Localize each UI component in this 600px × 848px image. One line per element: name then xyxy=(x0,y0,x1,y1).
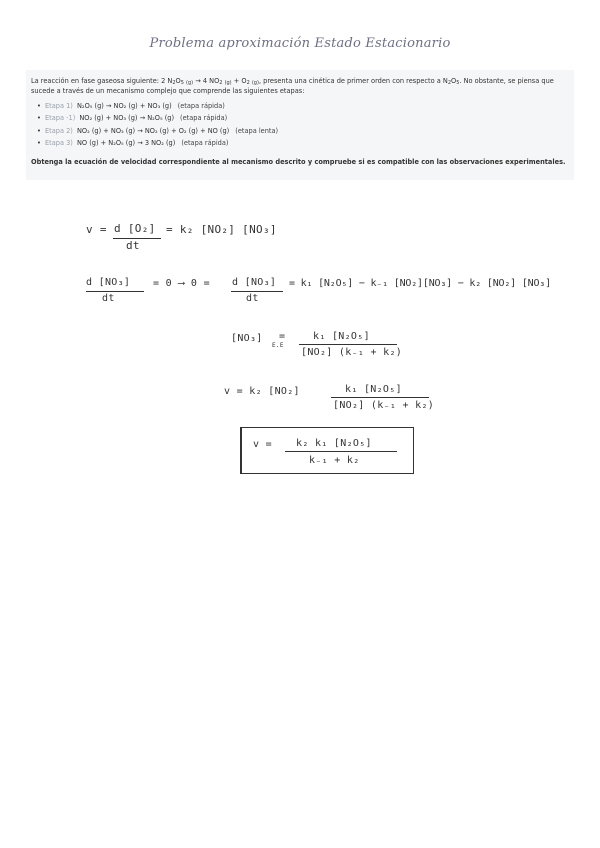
mechanism-step: • Etapa 2) NO₂ (g) + NO₃ (g) → NO₂ (g) + O₂ (g) + NO (g) (etapa lenta) xyxy=(45,125,568,137)
fraction-bar xyxy=(86,291,144,292)
eq5-denominator: k₋₁ + k₂ xyxy=(309,455,360,466)
problem-intro: La reacción en fase gaseosa siguiente: 2 $N_2O_5$ $_{(g)}$ → 4 $NO_2$ $_{(g)} + O_2$ $_{(g)}$, presenta una cinética de primer orden con respecto a $N_2O_5$. No obstante, se piensa que sucede a través de un mecanismo complejo que comprende las siguientes etapas: xyxy=(31,77,554,95)
eq2-middle: = 0 ⟶ 0 = xyxy=(153,278,210,289)
eq1-numerator: d [O₂] xyxy=(114,222,156,235)
eq1-lhs: v = xyxy=(86,223,107,236)
fraction-bar xyxy=(299,344,397,345)
fraction-bar xyxy=(331,397,429,398)
eq4-numerator: k₁ [N₂O₅] xyxy=(345,384,402,395)
mechanism-steps xyxy=(31,100,568,150)
mechanism-step: • Etapa -1) NO₂ (g) + NO₃ (g) → N₂O₅ (g) (etapa rápida) xyxy=(45,112,568,124)
eq5-lhs: v = xyxy=(253,439,272,450)
eq4-lhs: v = k₂ [NO₂] xyxy=(224,386,300,397)
fraction-bar xyxy=(231,291,283,292)
eq2-denominator-2: dt xyxy=(246,293,259,304)
problem-statement xyxy=(26,70,574,180)
eq3-lhs: [NO₃] xyxy=(231,333,263,344)
eq2-rhs: = k₁ [N₂O₅] − k₋₁ [NO₂][NO₃] − k₂ [NO₂] [NO₃] xyxy=(289,278,551,289)
eq1-rhs: = k₂ [NO₂] [NO₃] xyxy=(166,223,277,236)
fraction-bar xyxy=(285,451,397,452)
page-title: Problema aproximación Estado Estacionario xyxy=(149,36,451,51)
eq5-numerator: k₂ k₁ [N₂O₅] xyxy=(296,438,372,449)
eq3-subscript: E.E xyxy=(272,342,284,349)
eq3-equals: = xyxy=(279,331,286,342)
mechanism-step: • Etapa 3) NO (g) + N₂O₅ (g) → 3 NO₂ (g) (etapa rápida) xyxy=(45,137,568,149)
problem-task: Obtenga la ecuación de velocidad correspondiente al mecanismo descrito y compruebe si es compatible con las observaciones experimentales. xyxy=(31,157,566,166)
eq2-numerator-2: d [NO₃] xyxy=(232,277,277,288)
eq1-denominator: dt xyxy=(126,239,140,252)
eq4-denominator: [NO₂] (k₋₁ + k₂) xyxy=(333,400,435,411)
eq3-numerator: k₁ [N₂O₅] xyxy=(313,331,370,342)
eq2-denominator-1: dt xyxy=(102,293,115,304)
eq2-numerator-1: d [NO₃] xyxy=(86,277,131,288)
eq3-denominator: [NO₂] (k₋₁ + k₂) xyxy=(301,347,403,358)
mechanism-step: • Etapa 1) N₂O₅ (g) → NO₂ (g) + NO₃ (g) (etapa rápida) xyxy=(45,100,568,112)
